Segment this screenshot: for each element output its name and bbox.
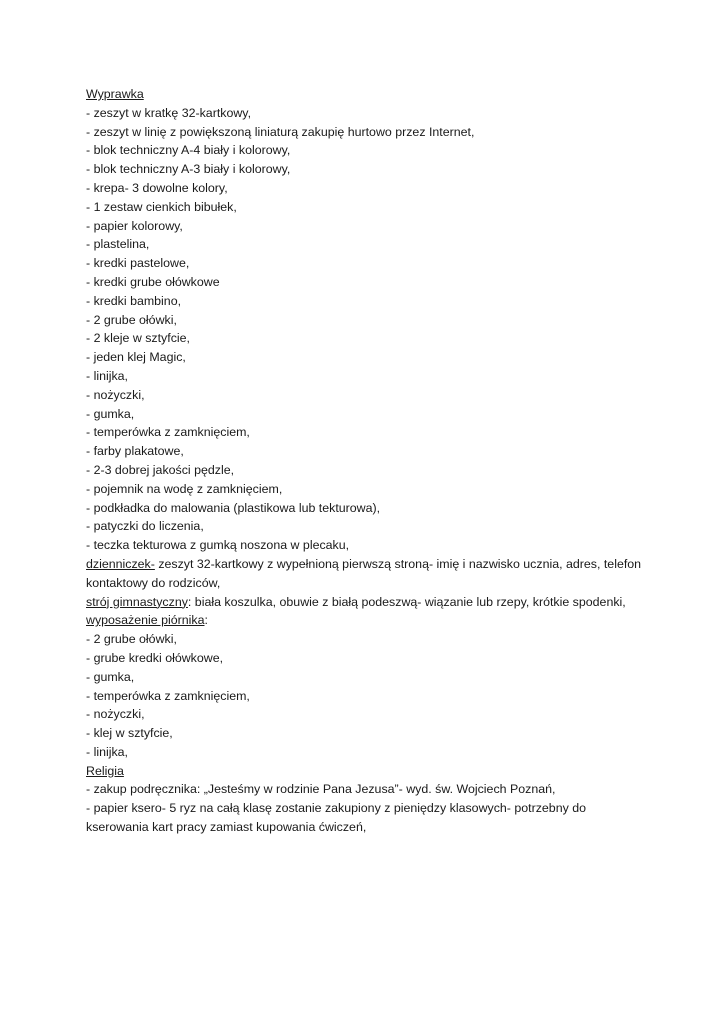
section-heading-wyprawka: Wyprawka bbox=[86, 87, 144, 101]
list-item: - nożyczki, bbox=[86, 707, 145, 722]
list-item: - kredki grube ołówkowe bbox=[86, 274, 220, 289]
list-item: - patyczki do liczenia, bbox=[86, 519, 204, 534]
list-item: - kredki bambino, bbox=[86, 293, 182, 308]
document-body bbox=[86, 85, 646, 837]
list-item: - gumka, bbox=[86, 406, 135, 421]
dzienniczek-text: zeszyt 32-kartkowy z wypełnioną pierwszą stroną- imię i nazwisko ucznia, adres, telefon kontaktowy do rodziców, bbox=[86, 556, 642, 590]
list-item: - teczka tekturowa z gumką noszona w plecaku, bbox=[86, 538, 350, 553]
list-item: - 2 kleje w sztyfcie, bbox=[86, 331, 190, 346]
list-item: - 2 grube ołówki, bbox=[86, 312, 177, 327]
section-heading-piornik: wyposażenie piórnika: bbox=[86, 613, 208, 628]
list-item: - temperówka z zamknięciem, bbox=[86, 688, 250, 703]
list-item: - 2-3 dobrej jakości pędzle, bbox=[86, 462, 235, 477]
list-item: - papier kolorowy, bbox=[86, 218, 183, 233]
wyprawka-list bbox=[86, 104, 646, 555]
list-item: - papier ksero- 5 ryz na całą klasę zostanie zakupiony z pieniędzy klasowych- potrzebny do kserowania kart pracy zamiast kupowania ćwiczeń, bbox=[86, 801, 587, 835]
list-item: - nożyczki, bbox=[86, 387, 145, 402]
list-item: - 1 zestaw cienkich bibułek, bbox=[86, 199, 237, 214]
section-heading-religia: Religia bbox=[86, 763, 124, 778]
piornik-list bbox=[86, 630, 646, 762]
list-item: - zeszyt w linię z powiększoną liniaturą zakupię hurtowo przez Internet, bbox=[86, 124, 475, 139]
dzienniczek-label: dzienniczek- bbox=[86, 556, 155, 571]
list-item: - zakup podręcznika: „Jesteśmy w rodzinie Pana Jezusa”- wyd. św. Wojciech Poznań, bbox=[86, 782, 556, 797]
list-item: - jeden klej Magic, bbox=[86, 350, 186, 365]
list-item: - krepa- 3 dowolne kolory, bbox=[86, 180, 228, 195]
list-item: - podkładka do malowania (plastikowa lub tekturowa), bbox=[86, 500, 381, 515]
list-item: - kredki pastelowe, bbox=[86, 256, 190, 271]
list-item: - farby plakatowe, bbox=[86, 444, 184, 459]
list-item: - pojemnik na wodę z zamknięciem, bbox=[86, 481, 283, 496]
list-item: - klej w sztyfcie, bbox=[86, 726, 173, 741]
list-item: - temperówka z zamknięciem, bbox=[86, 425, 250, 440]
list-item: - 2 grube ołówki, bbox=[86, 632, 177, 647]
list-item: - grube kredki ołówkowe, bbox=[86, 650, 224, 665]
list-item: - blok techniczny A-3 biały i kolorowy, bbox=[86, 162, 291, 177]
list-item: - gumka, bbox=[86, 669, 135, 684]
list-item: - linijka, bbox=[86, 744, 128, 759]
religia-list bbox=[86, 780, 646, 836]
stroj-text: : biała koszulka, obuwie z białą podeszwą- wiązanie lub rzepy, krótkie spodenki, bbox=[187, 594, 626, 609]
list-item: - zeszyt w kratkę 32-kartkowy, bbox=[86, 105, 252, 120]
stroj-paragraph bbox=[86, 593, 646, 612]
list-item: - blok techniczny A-4 biały i kolorowy, bbox=[86, 143, 291, 158]
dzienniczek-paragraph bbox=[86, 555, 646, 593]
list-item: - plastelina, bbox=[86, 237, 150, 252]
stroj-label: strój gimnastyczny bbox=[86, 594, 188, 609]
list-item: - linijka, bbox=[86, 368, 128, 383]
